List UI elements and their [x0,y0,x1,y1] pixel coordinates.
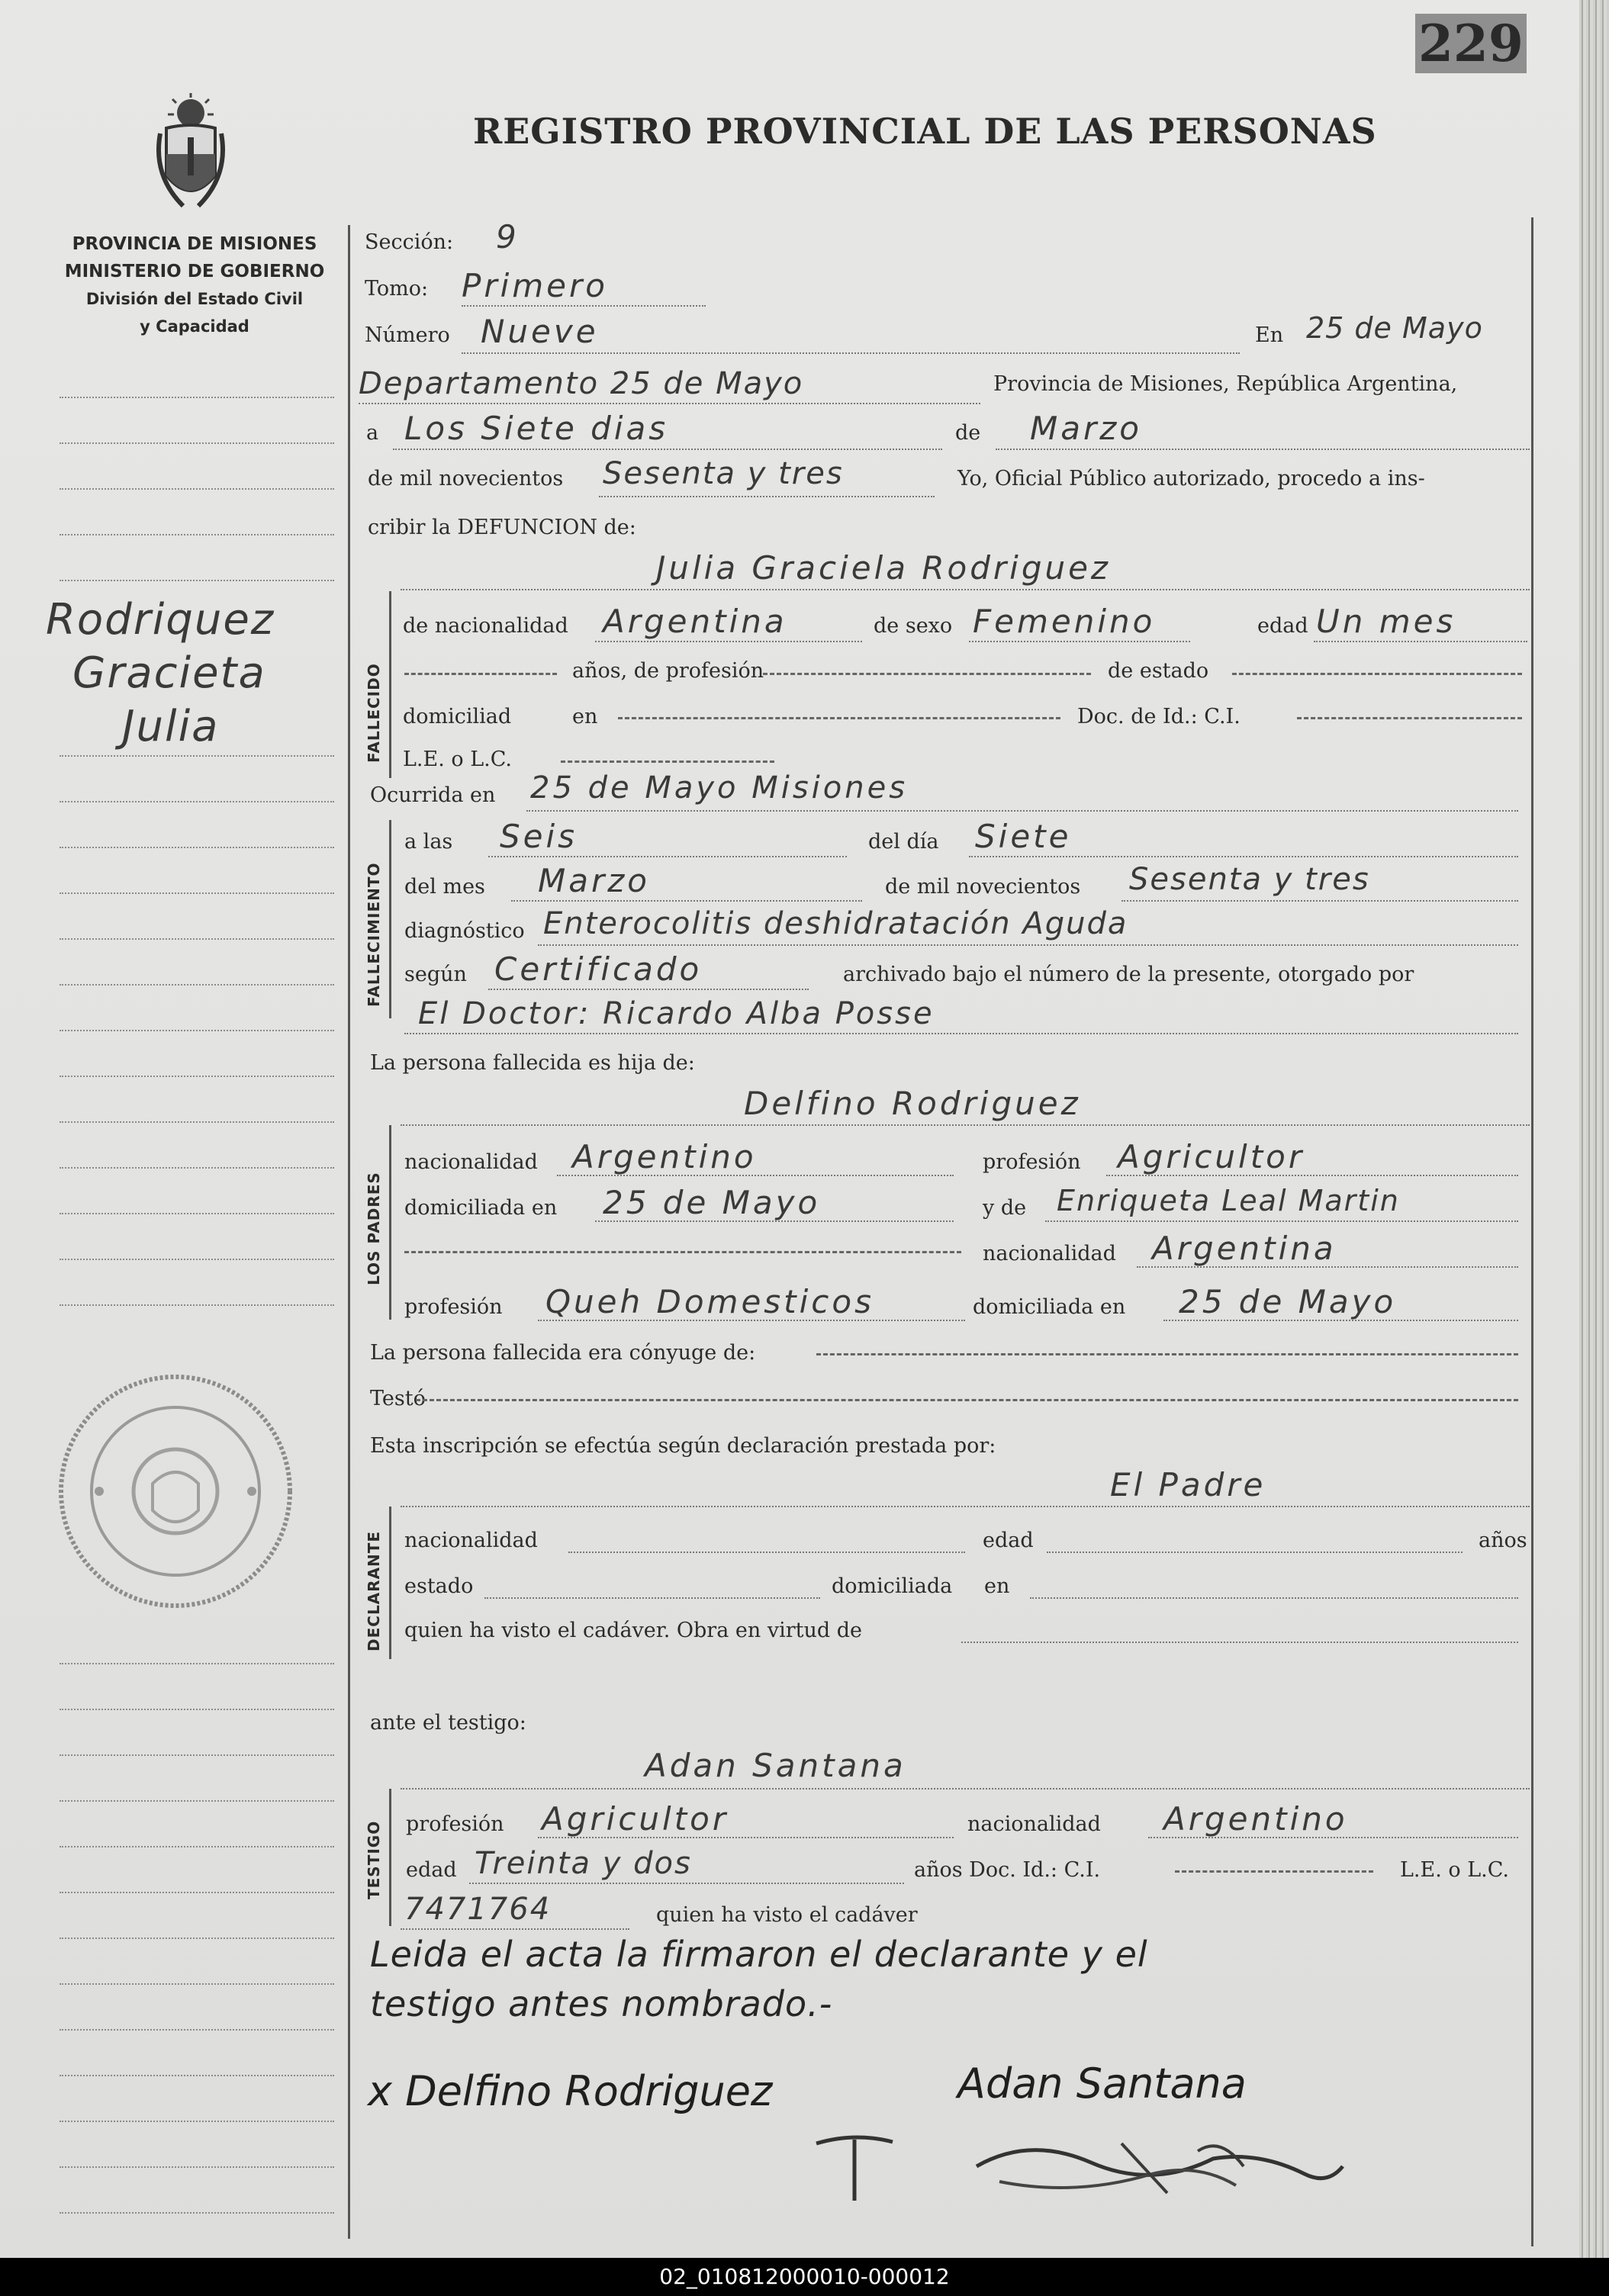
margin-rule [60,1937,334,1939]
dia-line-2 [969,856,1518,857]
hija-de-label: La persona fallecida es hija de: [370,1051,695,1075]
testigo-edad-label: edad [406,1858,457,1882]
margin-rule [60,2121,334,2122]
edad-line [1314,641,1527,642]
departamento-value: Departamento 25 de Mayo [359,366,804,401]
agency-line: MINISTERIO DE GOBIERNO [64,262,325,281]
madre-prof-label: profesión [404,1295,503,1319]
domicilio-en-label: en [572,705,598,728]
testigo-intro: ante el testigo: [370,1711,526,1735]
dia-value: Los Siete dias [404,410,669,447]
testigo-profesion: Agricultor [542,1800,729,1838]
diag-label: diagnóstico [404,919,525,943]
madre-nombre: Enriqueta Leal Martin [1057,1184,1400,1217]
coat-of-arms-icon [153,92,229,217]
declaracion-label: Esta inscripción se efectúa según declaración prestada por: [370,1434,996,1458]
y-de-label: y de [983,1196,1027,1220]
archivado-text: archivado bajo el número de la presente, otorgado por [843,963,1414,986]
margin-rule [60,2029,334,2031]
padres-bar [389,1125,391,1320]
oficial-text: Yo, Oficial Público autorizado, procedo a ins- [957,467,1425,490]
margin-rule [60,1800,334,1802]
domicilio-blank [618,717,1060,719]
documento-line [401,1928,629,1930]
numero-value: Nueve [481,313,599,350]
declarante-nac-label: nacionalidad [404,1529,538,1552]
doc-label: Doc. de Id.: C.I. [1077,705,1241,728]
sexo-label: de sexo [874,614,953,638]
madre-dom-line [1163,1320,1518,1321]
testigo-line [401,1788,1530,1790]
padre-nac-line [557,1175,954,1176]
testigo-ci-blank [1175,1870,1373,1873]
inscribir-text: cribir la DEFUNCION de: [368,516,636,539]
madre-line [1045,1220,1518,1222]
provincia-text: Provincia de Misiones, República Argentina, [993,372,1458,396]
a-label: a [366,421,379,445]
margin-rule [60,397,334,398]
agency-line: y Capacidad [140,317,249,336]
page-number: 229 [1415,14,1541,67]
madre-profesion: Queh Domesticos [545,1283,874,1320]
padre-profesion: Agricultor [1118,1138,1305,1175]
declarante-bar [389,1507,391,1659]
diag-line [538,944,1518,946]
page-edge [1579,0,1609,2258]
mes-value: Marzo [1030,410,1142,447]
anio-line-2 [1121,900,1518,902]
tomo-value: Primero [462,267,608,304]
hora-line [488,856,847,857]
seccion-label: Sección: [365,230,454,254]
fallecido-bar [389,591,391,778]
declarante-virtud-line [961,1642,1518,1643]
en-label: En [1255,323,1284,347]
edad-value: Un mes [1316,603,1456,640]
nombre-line [401,589,1530,590]
margin-middle-name: Gracieta [72,648,266,698]
conyuge-blank [816,1353,1518,1355]
en-value: 25 de Mayo [1306,311,1483,345]
declarante-en-label: en [984,1574,1010,1598]
margin-rule [60,1076,334,1077]
agency-line: PROVINCIA DE MISIONES [72,234,317,254]
madre-dom-label: domiciliada en [973,1295,1126,1319]
testigo-side-label: TESTIGO [365,1820,383,1899]
anio-label-2: de mil novecientos [885,875,1081,899]
margin-rule [60,1846,334,1847]
official-seal [53,1369,298,1613]
margin-rule [60,984,334,986]
agency-block [42,230,347,340]
margin-rule [60,938,334,940]
declarante-estado-line [484,1597,820,1599]
edad-label: edad [1257,614,1308,638]
testigo-le-label: L.E. o L.C. [1400,1858,1510,1882]
nota-line-1: Leida el acta la firmaron el declarante y el [370,1934,1148,1975]
margin-surname: Rodriquez [46,595,275,645]
le-label: L.E. o L.C. [403,748,513,771]
image-reference: 02_010812000010-000012 [659,2264,950,2289]
hora-label: a las [404,830,453,854]
conyuge-label: La persona fallecida era cónyuge de: [370,1341,756,1365]
margin-rule [60,755,334,757]
tomo-label: Tomo: [365,277,429,301]
declarante-line [401,1506,1530,1507]
padre-line [401,1124,1530,1126]
profesion-blank [763,673,1091,675]
declarante-nombre: El Padre [1110,1466,1266,1503]
testigo-nombre: Adan Santana [645,1747,906,1784]
nacionalidad-value: Argentina [603,603,787,640]
margin-rule [60,892,334,894]
testigo-visto: quien ha visto el cadáver [656,1903,918,1927]
declarante-anios-label: años [1479,1529,1527,1552]
margin-rule [60,1663,334,1664]
agency-line: División del Estado Civil [85,290,304,308]
testigo-documento: 7471764 [404,1892,552,1927]
sexo-line [969,641,1190,642]
seccion-value: 9 [496,218,520,256]
madre-nacionalidad: Argentina [1152,1230,1337,1267]
anios-blank [404,673,557,675]
numero-line [462,352,1240,354]
madre-prof-line [538,1320,965,1321]
testigo-edad-line [469,1883,904,1884]
domicilio-label: domiciliad [403,705,512,728]
declarante-edad-line [1047,1552,1463,1553]
left-rule [348,225,350,2239]
padre-nac-label: nacionalidad [404,1150,538,1174]
margin-rule [60,1754,334,1756]
testigo-edad: Treinta y dos [475,1846,692,1881]
mes-label: del mes [404,875,485,899]
numero-label: Número [365,323,450,347]
margin-rule [60,1259,334,1260]
margin-rule [60,534,334,535]
anio-label: de mil novecientos [368,467,564,490]
testigo-bar [389,1789,391,1926]
padres-side-label: LOS PADRES [365,1172,383,1285]
margin-rule [60,488,334,490]
ocurrida-line [526,810,1518,812]
oficial-signature-scribble [969,2121,1350,2204]
margin-rule [60,2212,334,2214]
segun-line [488,989,809,990]
departamento-line [359,403,980,404]
mes-line [996,449,1530,450]
right-rule [1531,217,1533,2246]
padre-prof-line [1106,1175,1518,1176]
margin-first-name: Julia [122,702,220,751]
dia-label: del día [868,830,939,854]
testigo-prof-label: profesión [406,1812,504,1836]
diagnostico-value: Enterocolitis deshidratación Aguda [543,906,1128,941]
margin-rule [60,580,334,581]
padre-nombre: Delfino Rodriguez [744,1085,1081,1122]
declarante-edad-label: edad [983,1529,1034,1552]
declarante-dom-label: domiciliada [832,1574,953,1598]
doc-blank [1297,717,1522,719]
margin-rule [60,2075,334,2076]
anio-line [599,496,935,497]
fallecimiento-side-label: FALLECIMIENTO [365,862,383,1007]
segun-label: según [404,963,467,986]
estado-label: de estado [1108,659,1209,683]
declarante-dom-line [1030,1597,1518,1599]
madre-nac-label: nacionalidad [983,1242,1116,1265]
padre-extra-blank [404,1251,961,1253]
le-blank [561,761,774,763]
madre-domicilio: 25 de Mayo [1179,1283,1397,1320]
declarante-visto: quien ha visto el cadáver. Obra en virtud de [404,1619,863,1642]
testo-label: Testó [370,1387,426,1410]
anio-value: Sesenta y tres [603,456,844,491]
margin-rule [60,1983,334,1985]
otorgado-line [404,1033,1518,1034]
estado-blank [1232,673,1522,675]
margin-rule [60,442,334,444]
declarante-side-label: DECLARANTE [365,1530,383,1651]
anio-fallecimiento: Sesenta y tres [1129,862,1370,897]
margin-rule [60,801,334,802]
testigo-nac-line [1148,1837,1518,1838]
margin-rule [60,1213,334,1214]
testo-blank [416,1399,1518,1401]
dia-fallecimiento: Siete [975,818,1072,855]
ocurrida-label: Ocurrida en [370,783,496,807]
padre-dom-label: domiciliada en [404,1196,558,1220]
footer-bar [0,2258,1609,2296]
margin-rule [60,1121,334,1123]
anios-label: años, de profesión [572,659,764,683]
testigo-prof-line [538,1837,954,1838]
padre-domicilio: 25 de Mayo [603,1184,821,1221]
nac-label: de nacionalidad [403,614,568,638]
padre-nacionalidad: Argentino [572,1138,757,1175]
margin-rule [60,1709,334,1710]
testigo-doc-label: años Doc. Id.: C.I. [914,1858,1101,1882]
margin-rule [60,1304,334,1306]
fallecimiento-bar [389,820,391,1018]
firma-declarante: x Delfino Rodriguez [368,2067,773,2115]
margin-rule [60,1892,334,1893]
sexo-value: Femenino [973,603,1156,640]
mes-line-2 [511,900,862,902]
testigo-nacionalidad: Argentino [1163,1800,1348,1838]
margin-rule [60,1030,334,1031]
otorgado-value: El Doctor: Ricardo Alba Posse [418,996,935,1031]
fallecido-side-label: FALLECIDO [365,663,383,763]
nota-line-2: testigo antes nombrado.- [370,1983,833,2024]
testigo-nac-label: nacionalidad [967,1812,1101,1836]
hora-value: Seis [500,818,578,855]
de-label: de [955,421,981,445]
madre-nac-line [1137,1266,1518,1268]
signature-mark [809,2128,900,2204]
padre-dom-line [595,1220,954,1222]
page-title: REGISTRO PROVINCIAL DE LAS PERSONAS [473,111,1377,152]
fallecido-nombre: Julia Graciela Rodriguez [656,549,1111,587]
tomo-line [462,305,706,307]
ocurrida-value: 25 de Mayo Misiones [530,770,909,806]
declarante-nac-line [568,1552,965,1553]
firma-testigo: Adan Santana [957,2060,1247,2108]
nac-line [595,641,862,642]
dia-line [393,449,942,450]
mes-fallecimiento: Marzo [538,862,650,899]
margin-rule [60,847,334,848]
margin-rule [60,1167,334,1169]
padre-prof-label: profesión [983,1150,1081,1174]
declarante-estado-label: estado [404,1574,474,1598]
margin-rule [60,2166,334,2168]
segun-value: Certificado [494,950,703,988]
